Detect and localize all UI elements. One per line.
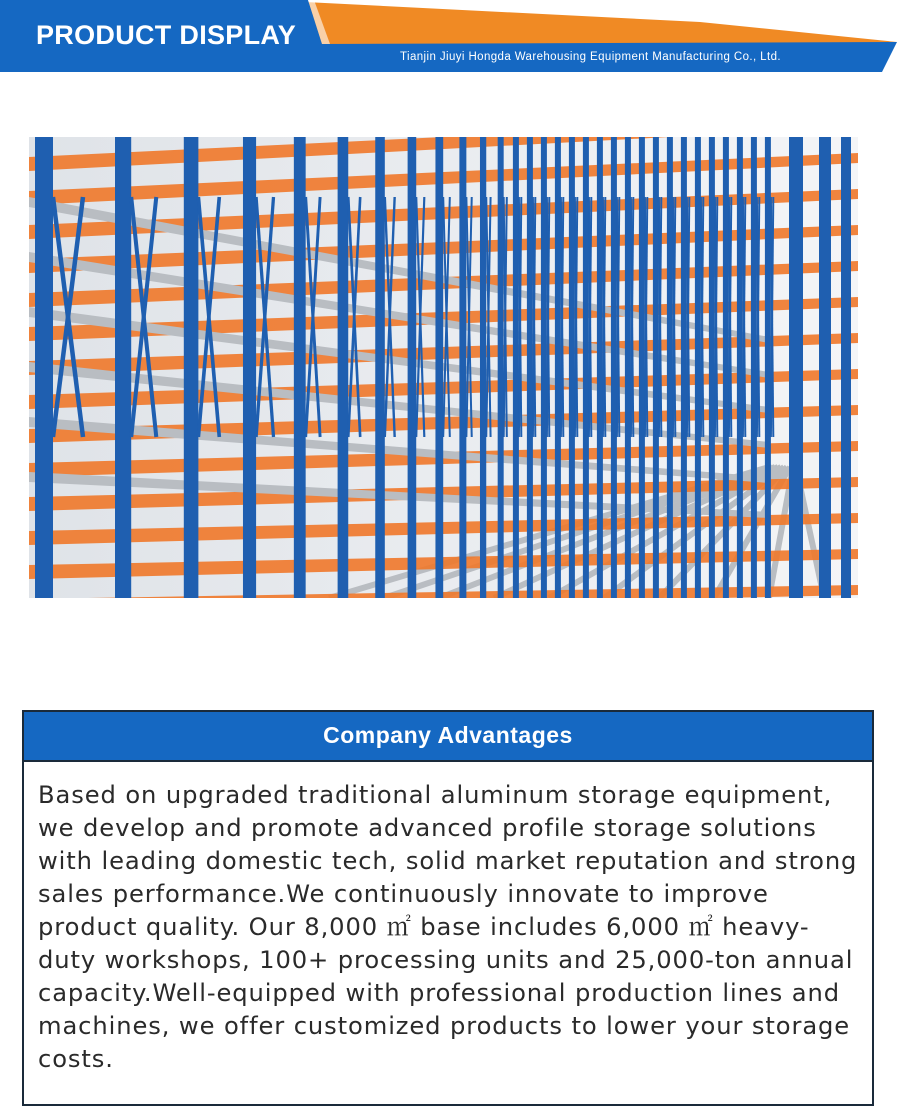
header-banner [0,0,897,72]
advantages-text: Based on upgraded traditional aluminum storage equipment, we develop and promote advanced profile storage solutions with leading domestic tech, solid market reputation and strong sales performance.We continuously innovate to improve product quality. Our 8,000 ㎡ base includes 6,000 ㎡ heavy-duty workshops, 100+ processing units and 25,000-ton annual capacity.Well-equipped with professional production lines and machines, we offer customized products to lower your storage costs. [38,781,858,1073]
product-photo [29,137,858,598]
warehouse-racking-photo [29,137,858,598]
page-title: PRODUCT DISPLAY [36,20,297,50]
company-name: Tianjin Jiuyi Hongda Warehousing Equipment Manufacturing Co., Ltd. [400,51,781,63]
advantages-panel [22,710,874,1106]
advantages-heading: Company Advantages [24,712,872,762]
